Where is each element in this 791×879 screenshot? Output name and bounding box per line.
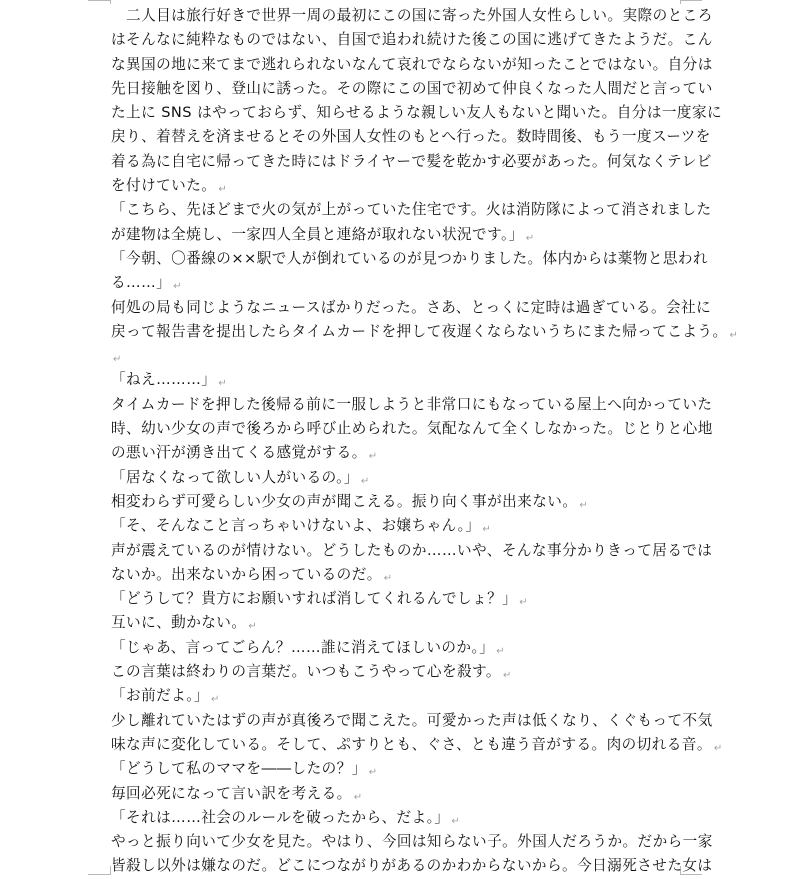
line-text: 皆殺し以外は嫌なのだ。どこにつながりがあるのかわからないから。今日溺死させた女は	[111, 857, 713, 875]
text-line	[111, 563, 691, 587]
line-text: る……」	[111, 274, 172, 292]
paragraph-mark-icon: ↵	[173, 281, 183, 293]
text-line	[111, 320, 739, 344]
paragraph-mark-icon: ↵	[579, 499, 589, 511]
line-text: 少し離れていたはずの声が真後ろで聞こえた。可愛かった声は低くなり、くぐもって不気	[111, 711, 713, 729]
text-line	[111, 782, 691, 806]
text-line	[111, 296, 712, 320]
line-text: た上に SNS はやっておらず、知らせるような親しい友人もないと聞いた。自分は一度家に	[111, 104, 723, 122]
paragraph-mark-icon: ↵	[218, 184, 228, 196]
paragraph-mark-icon: ↵	[248, 621, 258, 633]
paragraph-mark-icon: ↵	[353, 791, 363, 803]
line-text: 相変わらず可愛らしい少女の声が聞こえる。振り向く事が出来ない。	[111, 492, 578, 510]
line-text: 「ねえ………」	[111, 371, 217, 389]
paragraph-mark-icon: ↵	[519, 597, 529, 609]
text-line	[111, 28, 713, 52]
line-text: を付けていた。	[111, 177, 217, 195]
line-text: 味な声に変化している。そして、ぷすりとも、ぐさ、とも違う音がする。肉の切れる音。	[111, 735, 712, 753]
line-text: 「そ、そんなこと言っちゃいけないよ、お嬢ちゃん。」	[111, 517, 481, 535]
paragraph-mark-icon: ↵	[451, 815, 461, 827]
text-line	[111, 490, 691, 514]
text-line	[111, 636, 691, 660]
paragraph-mark-icon: ↵	[368, 767, 378, 779]
text-line	[111, 271, 691, 295]
line-text: 二人目は旅行好きで世界一周の最初にこの国に寄った外国人女性らしい。実際のところ	[111, 7, 713, 24]
text-line	[111, 344, 691, 368]
line-text: 「今朝、〇番線の××駅で人が倒れているのが見つかりました。体内からは薬物と思われ	[111, 249, 709, 267]
line-text: 着る為に自宅に帰ってきた時にはドライヤーで髪を乾かす必要があった。何気なくテレビ	[111, 152, 712, 170]
line-text: の悪い汗が湧き出てくる感覚がする。	[111, 444, 367, 462]
text-line	[111, 854, 713, 878]
line-text: 戻って報告書を提出したらタイムカードを押して夜遅くならないうちにまた帰ってこよう。	[111, 322, 728, 340]
text-line	[111, 806, 691, 830]
text-line	[111, 514, 691, 538]
paragraph-mark-icon: ↵	[218, 378, 228, 390]
line-text: 毎回必死になって言い訳を考える。	[111, 784, 352, 802]
paragraph-mark-icon: ↵	[211, 694, 220, 706]
line-text: 「どうして私のママを――したの？」	[111, 760, 367, 778]
paragraph-mark-icon: ↵	[729, 329, 739, 341]
text-line	[111, 53, 713, 77]
line-text: 互いに、動かない。	[111, 614, 247, 632]
paragraph-mark-icon: ↵	[113, 354, 122, 366]
line-text: 「それは……社会のルールを破ったから、だよ。」	[111, 808, 450, 826]
text-line	[111, 125, 711, 149]
text-line	[111, 830, 713, 854]
line-text: 時、幼い少女の声で後ろから呼び止められた。気配なんて全くしなかった。じとりと心地	[111, 420, 713, 438]
text-line	[111, 198, 712, 222]
text-line	[111, 441, 691, 465]
line-text: タイムカードを押した後帰る前に一服しようと非常口にもなっている屋上へ向かっていた	[111, 395, 713, 413]
line-text: はそんなに純粋なものではない、自国で追われ続けた後この国に逃げてきたようだ。こん	[111, 31, 713, 49]
text-line	[111, 757, 691, 781]
text-line	[111, 611, 691, 635]
text-line	[111, 77, 713, 101]
text-line	[111, 174, 691, 198]
text-line	[111, 101, 723, 125]
text-line	[111, 368, 691, 392]
text-line	[111, 684, 691, 708]
paragraph-mark-icon: ↵	[496, 645, 506, 657]
paragraph-mark-icon: ↵	[713, 742, 723, 754]
text-line	[111, 587, 691, 611]
line-text: 「こちら、先ほどまで火の気が上がっていた住宅です。火は消防隊によって消されました	[111, 201, 712, 219]
text-line	[111, 466, 691, 490]
line-text: 「居なくなって欲しい人がいるの。」	[111, 468, 359, 486]
paragraph-mark-icon: ↵	[360, 475, 370, 487]
line-text: 先日接触を図り、登山に誘った。その際にこの国で初めて仲良くなった人間だと言ってい	[111, 79, 713, 97]
paragraph-mark-icon: ↵	[383, 572, 393, 584]
paragraph-mark-icon: ↵	[502, 670, 512, 682]
line-text: な異国の地に来てまで逃れられないなんて哀れでならないが知ったことではない。自分は	[111, 55, 713, 73]
paragraph-mark-icon: ↵	[368, 451, 378, 463]
line-text: が建物は全焼し、一家四人全員と連絡が取れない状況です。」	[111, 225, 524, 243]
text-line	[111, 247, 709, 271]
document-text-body[interactable]	[111, 4, 739, 879]
crop-mark-top-right-horizontal	[680, 0, 702, 1]
line-text: ないか。出来ないから困っているのだ。	[111, 565, 382, 583]
crop-mark-top-left-horizontal	[88, 0, 110, 1]
line-text: 「どうして？貴方にお願いすれば消してくれるんでしょ？」	[111, 590, 518, 608]
line-text: やっと振り向いて少女を見た。やはり、今回は知らない子。外国人だろうか。だから一家	[111, 833, 713, 851]
text-line	[111, 393, 713, 417]
text-line	[111, 733, 723, 757]
text-line	[111, 660, 691, 684]
text-line	[111, 150, 712, 174]
line-text: 何処の局も同じようなニュースばかりだった。さあ、とっくに定時は過ぎている。会社に	[111, 298, 712, 316]
line-text: 声が震えているのが情けない。どうしたものか……いや、そんな事分かりきって居るでは	[111, 541, 713, 559]
text-line	[111, 417, 713, 441]
text-line	[111, 223, 691, 247]
line-text: 「じゃあ、言ってごらん？……誰に消えてほしいのか。」	[111, 638, 495, 656]
text-line	[111, 539, 713, 563]
text-line	[111, 709, 713, 733]
line-text: この言葉は終わりの言葉だ。いつもこうやって心を殺す。	[111, 663, 501, 681]
line-text: 「お前だよ。」	[111, 687, 210, 705]
paragraph-mark-icon: ↵	[482, 524, 492, 536]
paragraph-mark-icon: ↵	[525, 232, 535, 244]
line-text: 戻り、着替えを済ませるとその外国人女性のもとへ行った。数時間後、もう一度スーツを	[111, 128, 711, 146]
text-line	[111, 4, 713, 28]
